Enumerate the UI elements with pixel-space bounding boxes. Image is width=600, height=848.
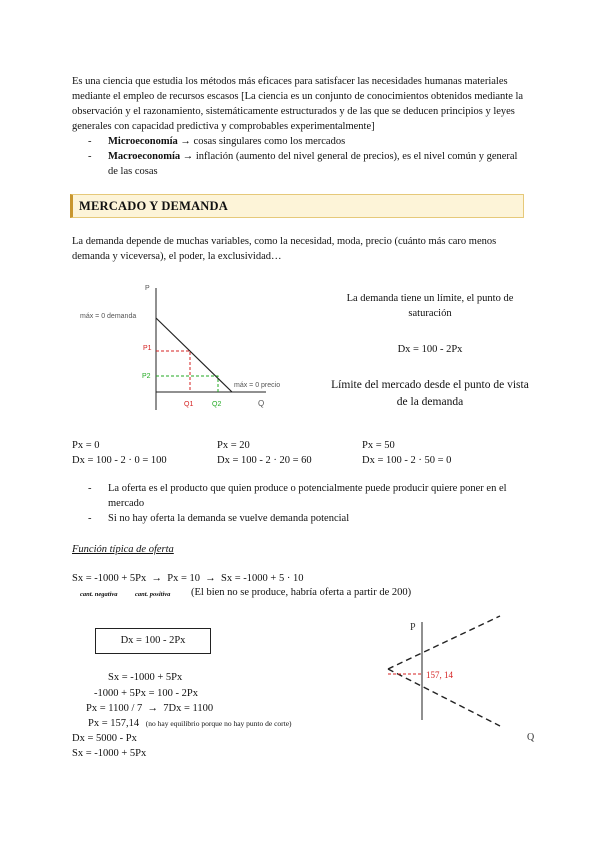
graph1-p2-dash (156, 376, 218, 392)
graph1-p2-label: P2 (142, 373, 151, 380)
supply-sub-positive: cant. positiva (135, 591, 171, 598)
graph1-q2-label: Q2 (212, 401, 222, 408)
bullet-oferta-text: La oferta es el producto que quien produce o potencialmente puede producir quiere poner en el mercado (108, 483, 507, 509)
bullet-oferta: - La oferta es el producto que quien produce o potencialmente puede producir quiere poner en el mercado (88, 481, 528, 511)
supply-note: (El bien no se produce, habría oferta a partir de 200) (191, 587, 412, 598)
bullet-demanda-potencial: - Si no hay oferta la demanda se vuelve demanda potencial (88, 511, 528, 526)
demand-paragraph: La demanda depende de muchas variables, como la necesidad, moda, precio (cuánto más caro menos demanda y viceversa), el poder, la exclusividad… (72, 236, 497, 262)
calc-col-3-dx: Dx = 100 - 2 · 50 = 0 (362, 455, 452, 466)
calc-col-2-px: Px = 20 (217, 440, 250, 451)
calc-col-1 (72, 438, 167, 468)
step-3: Px = 1100 / 7 → 7Dx = 1100 (86, 703, 214, 714)
bullet-microeconomia: - Microeconomía → cosas singulares como los mercados (88, 136, 346, 147)
step-2: -1000 + 5Px = 100 - 2Px (94, 688, 199, 699)
supply-demand-graph (372, 612, 552, 748)
supply-title: Función típica de oferta (72, 544, 174, 555)
supply-sub-negative: cant. negativa (80, 591, 118, 598)
calc-col-2-dx: Dx = 100 - 2 · 20 = 60 (217, 455, 312, 466)
def-microeconomia: → cosas singulares como los mercados (177, 136, 346, 147)
step-5: Dx = 5000 - Px (72, 733, 137, 744)
def-macroeconomia: → inflación (aumento del nivel general de precios), es el nivel común y general de las cosas (108, 151, 518, 177)
graph1-axis-p: P (145, 285, 150, 292)
graph2-axis-p: P (410, 622, 416, 633)
demand-graph (72, 280, 312, 420)
calc-col-3 (362, 438, 451, 468)
term-macroeconomia: Macroeconomía (108, 151, 181, 162)
section-heading (70, 194, 524, 218)
graph1-p1-label: P1 (143, 345, 152, 352)
graph2-rising-line (388, 616, 500, 669)
step-4-note: (no hay equilibrio porque no hay punto de corte) (145, 719, 292, 728)
supply-equation: Sx = -1000 + 5Px → Px = 10 → Sx = -1000 + 5 · 10 (72, 573, 304, 584)
bullet-macroeconomia: - Macroeconomía → inflación (aumento del nivel general de precios), es el nivel común y general de las cosas (88, 151, 518, 177)
boxed-equation: Dx = 100 - 2Px (95, 628, 211, 654)
graph1-label-min-price: máx = 0 precio (234, 382, 281, 389)
section-heading-text: MERCADO Y DEMANDA (79, 199, 228, 213)
step-4-value: Px = 157,14 (88, 718, 140, 729)
graph2-point-label: 157, 14 (426, 670, 453, 680)
note-demand-equation: Dx = 100 - 2Px (397, 344, 463, 355)
graph1-axis-q: Q (258, 399, 265, 408)
note-saturation: La demanda tiene un límite, el punto de saturación (346, 293, 514, 319)
graph1-q1-label: Q1 (184, 401, 194, 408)
intro-paragraph: Es una ciencia que estudia los métodos más eficaces para satisfacer las necesidades humanas materiales mediante el empleo de recursos escasos [La ciencia es un conjunto de conocimientos obtenidos mediante la observación y el razonamiento, sistemáticamente estructurados y de las que se deducen principios y leyes generales con capacidad predictiva y comprobables experimentalmente] (72, 76, 524, 132)
term-microeconomia: Microeconomía (108, 136, 178, 147)
calc-col-2 (217, 438, 312, 468)
step-6: Sx = -1000 + 5Px (72, 748, 147, 759)
calc-col-3-px: Px = 50 (362, 440, 395, 451)
graph1-p1-dash (156, 351, 190, 392)
calc-col-1-px: Px = 0 (72, 440, 100, 451)
step-1: Sx = -1000 + 5Px (108, 672, 183, 683)
bullet-demanda-potencial-text: Si no hay oferta la demanda se vuelve demanda potencial (108, 513, 350, 524)
graph2-axis-q: Q (527, 732, 535, 743)
note-market-limit: Límite del mercado desde el punto de vista de la demanda (331, 379, 529, 408)
graph1-demand-line (156, 318, 232, 392)
step-4 (88, 716, 292, 731)
graph1-label-max-demand: máx = 0 demanda (80, 313, 137, 320)
calc-col-1-dx: Dx = 100 - 2 · 0 = 100 (72, 455, 167, 466)
